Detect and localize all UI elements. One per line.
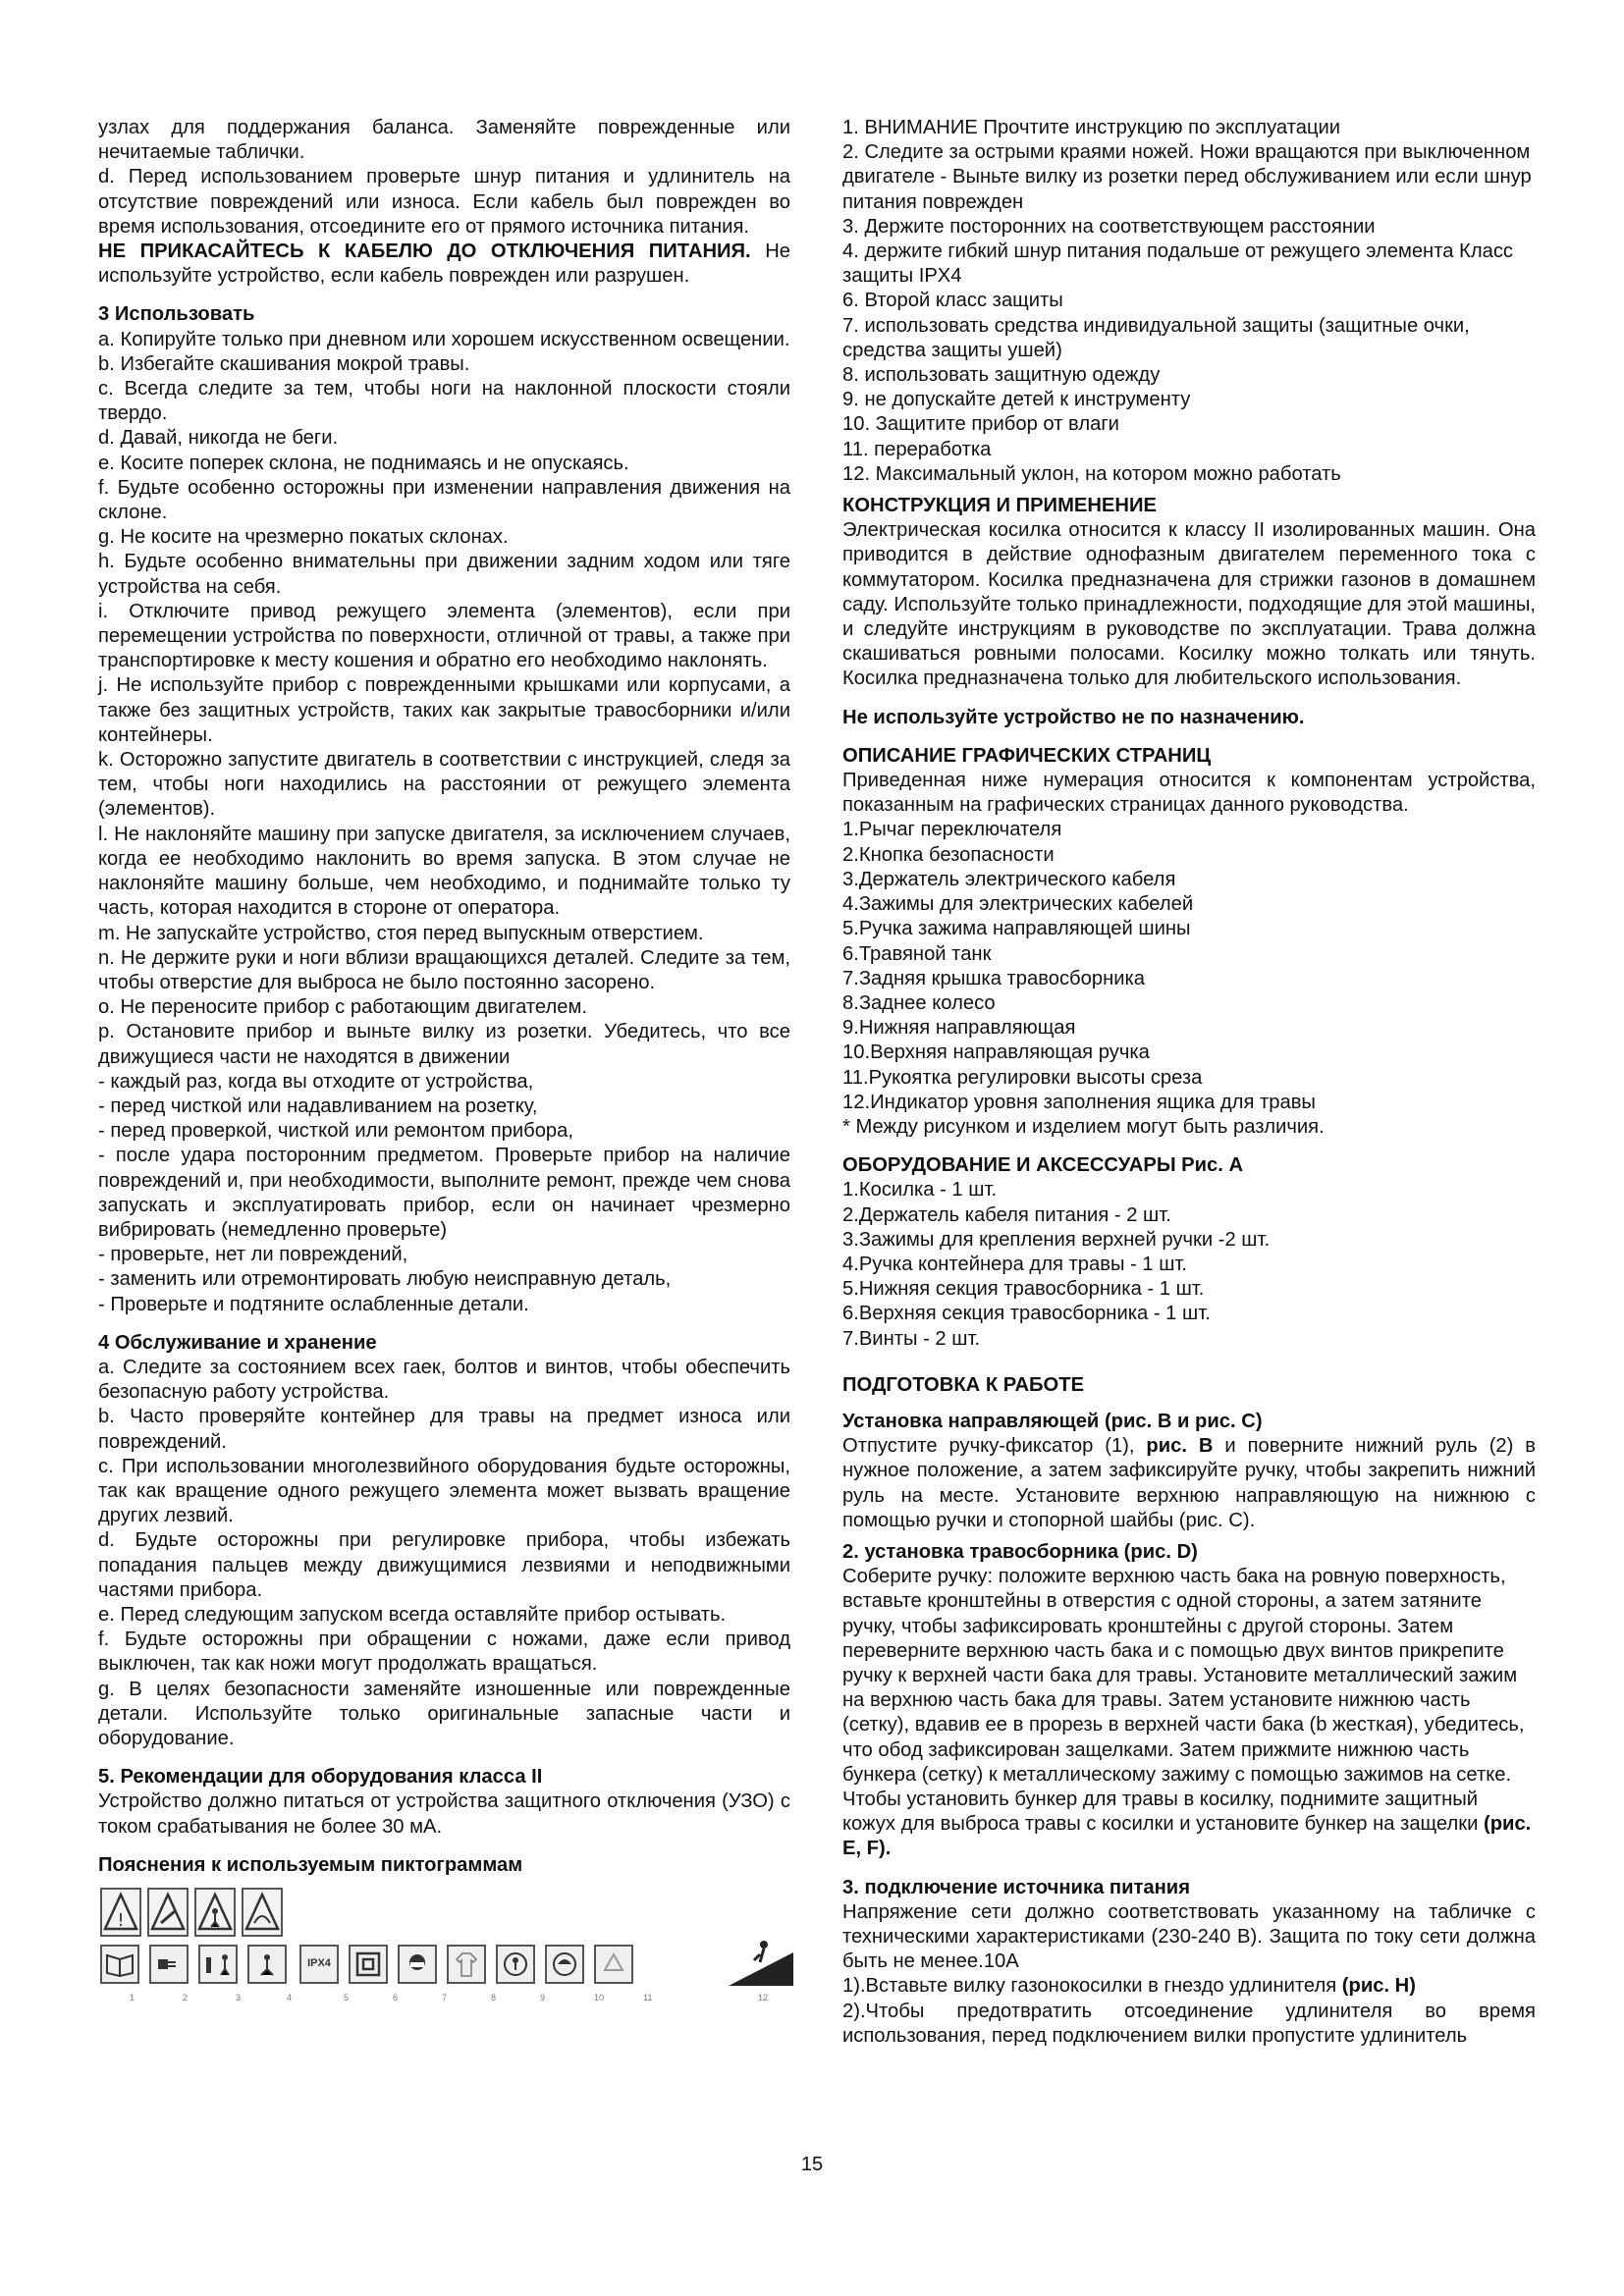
list-item: - заменить или отремонтировать любую неисправную деталь, — [98, 1268, 672, 1291]
paragraph: 1).Вставьте вилку газонокосилки в гнездо удлинителя (рис. H) — [842, 1975, 1416, 1998]
paragraph: e. Перед следующим запуском всегда оставляйте прибор остывать. — [98, 1603, 727, 1626]
section-heading: 5. Рекомендации для оборудования класса II — [98, 1766, 543, 1789]
paragraph: l. Не наклоняйте машину при запуске двигателя, за исключением случаев, когда ее необходимо наклонить во время запуска. В этом случае не наклоняйте машину больше, чем необходимо, и поднимайте только ту часть, которая находится в стороне от оператора. — [98, 823, 790, 920]
list-item: 6. Второй класс защиты — [842, 290, 1063, 312]
paragraph: Устройство должно питаться от устройства защитного отключения (УЗО) с током срабатывания не более 30 мА. — [98, 1790, 790, 1838]
pictogram-number: 6 — [393, 1993, 399, 2003]
bold-note: Не используйте устройство не по назначению. — [842, 706, 1305, 728]
pictogram-number: 4 — [287, 1993, 293, 2003]
paragraph: p. Остановите прибор и выньте вилку из розетки. Убедитесь, что все движущиеся части не находятся в движении — [98, 1021, 790, 1068]
subsection-heading: 2. установка травосборника (рис. D) — [842, 1540, 1198, 1563]
list-item: 3. Держите посторонних на соответствующем расстоянии — [842, 215, 1376, 238]
paragraph: g. В целях безопасности заменяйте изношенные или поврежденные детали. Используйте только оригинальные запасные части и оборудование. — [98, 1678, 790, 1749]
list-item: 4. держите гибкий шнур питания подальше от режущего элемента Класс защиты IPX4 — [842, 240, 1514, 288]
list-item: 2. Следите за острыми краями ножей. Ножи вращаются при выключенном двигателе - Выньте вилку из розетки перед обслуживанием или если шнур питания поврежден — [842, 141, 1532, 213]
list-item: 10. Защитите прибор от влаги — [842, 413, 1119, 436]
clothing-icon — [447, 1945, 486, 1984]
list-item: 6.Травяной танк — [842, 942, 992, 965]
blade-warning-icon — [147, 1888, 189, 1937]
paragraph: c. Всегда следите за тем, чтобы ноги на наклонной плоскости стояли твердо. — [98, 378, 790, 425]
list-item: 2.Держатель кабеля питания - 2 шт. — [842, 1203, 1171, 1226]
warning-triangle-icon — [100, 1888, 141, 1937]
paragraph: m. Не запускайте устройство, стоя перед выпускным отверстием. — [98, 922, 704, 944]
list-item: - проверьте, нет ли повреждений, — [98, 1244, 408, 1266]
list-item: 1. ВНИМАНИЕ Прочтите инструкцию по эксплуатации — [842, 117, 1341, 138]
list-item: - перед проверкой, чисткой или ремонтом прибора, — [98, 1120, 573, 1143]
list-item: 5.Нижняя секция травосборника - 1 шт. — [842, 1278, 1205, 1301]
paragraph: o. Не переносите прибор с работающим двигателем. — [98, 996, 587, 1019]
list-item: 6.Верхняя секция травосборника - 1 шт. — [842, 1303, 1211, 1325]
list-item: - Проверьте и подтяните ослабленные детали. — [98, 1293, 529, 1315]
paragraph: j. Не используйте прибор с поврежденными крышками или корпусами, а также без защитных устройств, таких как закрытые травосборники и/или контейнеры. — [98, 674, 790, 746]
section-heading: ОПИСАНИЕ ГРАФИЧЕСКИХ СТРАНИЦ — [842, 744, 1212, 767]
paragraph: e. Косите поперек склона, не поднимаясь и не опускаясь. — [98, 452, 629, 474]
pictogram-number: 12 — [758, 1993, 769, 2003]
paragraph: Соберите ручку: положите верхнюю часть бака на ровную поверхность, вставьте кронштейны в отверстия с одной стороны, а затем затяните ручку, чтобы зафиксировать кронштейны с другой стороны. Затем переверните верхнюю часть бака и с помощью двух винтов прикрепите ручку к верхней части бака для травы. Установите металлический зажим на верхнюю часть бака для травы. Затем установите нижнюю часть (сетку), вдавив ее в прорезь в верхней части бака (b жесткая), убедитесь, что обод зафиксирован защелками. Затем прижмите нижнюю часть бункера (сетку) к металлическому зажиму с помощью зажимов на сетке. Чтобы установить бункер для травы в косилку, поднимите защитный кожух для выброса травы с косилки и установите бункер на защелки (рис. E, F). — [842, 1566, 1532, 1860]
list-item: 2.Кнопка безопасности — [842, 843, 1055, 866]
distance-icon — [198, 1945, 238, 1984]
pictogram-number: 10 — [594, 1993, 605, 2003]
list-item: - после удара посторонним предметом. Проверьте прибор на наличие повреждений и, при необходимости, выполните ремонт, прежде чем снова запускать и эксплуатировать прибор, если он начинает чрезмерно вибрировать (немедленно проверьте) — [98, 1145, 790, 1241]
list-item: 9.Нижняя направляющая — [842, 1017, 1076, 1040]
pictogram-number: 9 — [540, 1993, 546, 2003]
paragraph: f. Будьте особенно осторожны при изменении направления движения на склоне. — [98, 476, 790, 524]
list-item: 9. не допускайте детей к инструменту — [842, 389, 1191, 411]
paragraph: 2).Чтобы предотвратить отсоединение удлинителя во время использования, перед подключением вилки пропустите удлинитель — [842, 2000, 1536, 2047]
bold-warning: НЕ ПРИКАСАЙТЕСЬ К КАБЕЛЮ ДО ОТКЛЮЧЕНИЯ ПИТАНИЯ. — [98, 240, 751, 263]
list-item: 1.Косилка - 1 шт. — [842, 1179, 998, 1201]
paragraph: Электрическая косилка относится к классу II изолированных машин. Она приводится в действие однофазным двигателем переменного тока с коммутатором. Косилка предназначена для стрижки газонов в домашнем саду. Используйте только принадлежности, подходящие для этой машины, и следуйте инструкциям в руководстве по эксплуатации. Трава должна скашиваться ровными полосами. Косилку можно толкать или тянуть. Косилка предназначена только для любительского использования. — [842, 519, 1536, 690]
ipx4-icon: IPX4 — [299, 1945, 339, 1984]
paragraph: c. При использовании многолезвийного оборудования будьте осторожны, так как вращение одного режущего элемента может вызвать вращение других лезвий. — [98, 1455, 790, 1527]
section-heading: 3 Использовать — [98, 303, 255, 326]
pictogram-number: 7 — [442, 1993, 448, 2003]
paragraph: n. Не держите руки и ноги вблизи вращающихся деталей. Следите за тем, чтобы отверстие для выброса не было постоянно засорено. — [98, 946, 790, 993]
paragraph: d. Перед использованием проверьте шнур питания и удлинитель на отсутствие повреждений или износа. Если кабель был поврежден во время использования, отсоедините его от прямого источника питания. — [98, 166, 790, 238]
list-item: 10.Верхняя направляющая ручка — [842, 1041, 1150, 1064]
section-heading: 4 Обслуживание и хранение — [98, 1331, 377, 1354]
paragraph: h. Будьте особенно внимательны при движении задним ходом или тяге устройства на себя. — [98, 551, 790, 598]
list-item: 7.Задняя крышка травосборника — [842, 967, 1145, 989]
no-rain-icon — [545, 1945, 584, 1984]
paragraph: узлах для поддержания баланса. Заменяйте поврежденные или нечитаемые таблички. — [98, 117, 790, 164]
paragraph: b. Часто проверяйте контейнер для травы на предмет износа или повреждений. — [98, 1406, 790, 1453]
page-number: 15 — [800, 2154, 824, 2175]
list-item: 4.Зажимы для электрических кабелей — [842, 893, 1194, 916]
list-item: 8.Заднее колесо — [842, 991, 996, 1014]
paragraph: k. Осторожно запустите двигатель в соответствии с инструкцией, следя за тем, чтобы ноги находились на расстоянии от режущего элемента (элементов). — [98, 749, 790, 821]
section-heading: КОНСТРУКЦИЯ И ПРИМЕНЕНИЕ — [842, 495, 1157, 517]
pictogram-strip — [98, 1888, 815, 2002]
list-item: - перед чисткой или надавливанием на розетку, — [98, 1095, 538, 1117]
list-item: 1.Рычаг переключателя — [842, 819, 1062, 841]
paragraph: Приведенная ниже нумерация относится к компонентам устройства, показанным на графических страницах данного руководства. — [842, 770, 1536, 817]
list-item: 12. Максимальный уклон, на котором можно работать — [842, 462, 1341, 485]
list-item: 11.Рукоятка регулировки высоты среза — [842, 1066, 1203, 1089]
list-item: 7. использовать средства индивидуальной защиты (защитные очки, средства защиты ушей) — [842, 314, 1470, 361]
right-column — [842, 116, 1536, 2049]
pictogram-number: 1 — [130, 1993, 135, 2003]
paragraph: НЕ ПРИКАСАЙТЕСЬ К КАБЕЛЮ ДО ОТКЛЮЧЕНИЯ ПИТАНИЯ. Не используйте устройство, если кабель поврежден или разрушен. — [98, 240, 790, 288]
paragraph: d. Будьте осторожны при регулировке прибора, чтобы избежать попадания пальцев между движущимися лезвиями и неподвижными частями прибора. — [98, 1529, 790, 1601]
paragraph: d. Давай, никогда не беги. — [98, 427, 339, 450]
cord-warning-icon — [242, 1888, 283, 1937]
paragraph: g. Не косите на чрезмерно покатых склонах. — [98, 526, 509, 549]
goggles-icon — [398, 1945, 437, 1984]
svg-text:!: ! — [117, 1910, 125, 1932]
list-item: - каждый раз, когда вы отходите от устройства, — [98, 1070, 534, 1093]
list-item: 8. использовать защитную одежду — [842, 364, 1161, 387]
pictogram-number: 5 — [344, 1993, 350, 2003]
list-item: 5.Ручка зажима направляющей шины — [842, 918, 1191, 940]
left-column — [98, 116, 790, 2002]
section-heading: ПОДГОТОВКА К РАБОТЕ — [842, 1373, 1085, 1396]
recycle-icon — [594, 1945, 633, 1984]
cord-away-icon — [247, 1945, 287, 1984]
section-heading: ОБОРУДОВАНИЕ И АКСЕССУАРЫ Рис. А — [842, 1154, 1244, 1177]
class-ii-icon — [349, 1945, 388, 1984]
unplug-icon — [149, 1945, 189, 1984]
pictogram-number: 2 — [183, 1993, 189, 2003]
bystander-warning-icon — [194, 1888, 236, 1937]
subsection-heading: Установка направляющей (рис. B и рис. C) — [842, 1410, 1263, 1432]
paragraph: f. Будьте осторожны при обращении с ножами, даже если привод выключен, так как ножи могут продолжать вращаться. — [98, 1629, 790, 1676]
list-item: 11. переработка — [842, 438, 992, 460]
pictogram-number: 8 — [491, 1993, 497, 2003]
no-children-icon — [496, 1945, 535, 1984]
list-item: 7.Винты - 2 шт. — [842, 1327, 981, 1350]
paragraph: Отпустите ручку-фиксатор (1), рис. B и поверните нижний руль (2) в нужное положение, а затем зафиксируйте ручку, чтобы закрепить нижний руль на месте. Установите верхнюю направляющую на нижнюю с помощью ручки и стопорной шайбы (рис. C). — [842, 1435, 1537, 1531]
list-item: * Между рисунком и изделием могут быть различия. — [842, 1115, 1325, 1138]
pictogram-number: 11 — [643, 1993, 653, 2003]
paragraph: b. Избегайте скашивания мокрой травы. — [98, 352, 470, 375]
list-item: 3.Держатель электрического кабеля — [842, 868, 1176, 890]
manual-book-icon — [100, 1945, 139, 1984]
paragraph: a. Копируйте только при дневном или хорошем искусственном освещении. — [98, 328, 790, 350]
list-item: 12.Индикатор уровня заполнения ящика для травы — [842, 1091, 1316, 1113]
list-item: 4.Ручка контейнера для травы - 1 шт. — [842, 1253, 1188, 1275]
pictogram-number: 3 — [236, 1993, 242, 2003]
paragraph: i. Отключите привод режущего элемента (элементов), если при перемещении устройства по поверхности, отличной от травы, а также при транспортировке к месту кошения и обратно его необходимо наклонять. — [98, 600, 790, 672]
paragraph: a. Следите за состоянием всех гаек, болтов и винтов, чтобы обеспечить безопасную работу устройства. — [98, 1356, 790, 1404]
subsection-heading: 3. подключение источника питания — [842, 1876, 1190, 1898]
section-heading: Пояснения к используемым пиктограммам — [98, 1853, 523, 1876]
list-item: 3.Зажимы для крепления верхней ручки -2 шт. — [842, 1228, 1271, 1251]
paragraph: Напряжение сети должно соответствовать указанному на табличке с техническими характеристиками (230-240 В). Защита по току сети должна быть не менее.10А — [842, 1900, 1536, 1973]
slope-icon — [727, 1933, 795, 1988]
